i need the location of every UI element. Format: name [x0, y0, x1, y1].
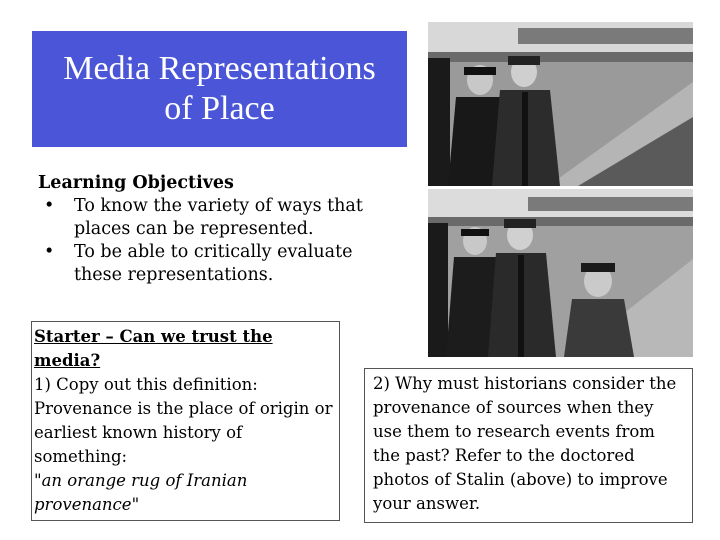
original-photo-drawing: [428, 22, 693, 186]
objective-item: [38, 241, 388, 287]
starter-heading: Starter – Can we trust the media?: [34, 327, 273, 370]
photo-original: [428, 22, 693, 186]
objectives-list: [38, 195, 388, 287]
learning-objectives: [38, 172, 388, 287]
starter-task: 1) Copy out this definition:: [34, 375, 258, 394]
starter-box: [31, 321, 340, 521]
question-box: [364, 368, 693, 523]
bullet-icon: •: [44, 242, 55, 262]
photo-doctored: [428, 189, 693, 357]
bullet-icon: •: [44, 196, 55, 216]
question-text: 2) Why must historians consider the provenance of sources when they use them to research events from the past? Refer to the doctored photos of Stalin (above) to improve your answer.: [373, 374, 677, 513]
objectives-heading: Learning Objectives: [38, 173, 234, 193]
provenance-example: "an orange rug of Iranian provenance": [34, 471, 248, 514]
title-line-1: Media Representations: [63, 50, 376, 87]
title-box: [32, 31, 407, 147]
provenance-definition: Provenance is the place of origin or earliest known history of something:: [34, 399, 333, 466]
objective-text: To be able to critically evaluate these representations.: [74, 242, 353, 285]
doctored-photo-drawing: [428, 189, 693, 357]
title-line-2: of Place: [164, 90, 275, 127]
objective-item: [38, 195, 388, 241]
objective-text: To know the variety of ways that places can be represented.: [74, 196, 363, 239]
